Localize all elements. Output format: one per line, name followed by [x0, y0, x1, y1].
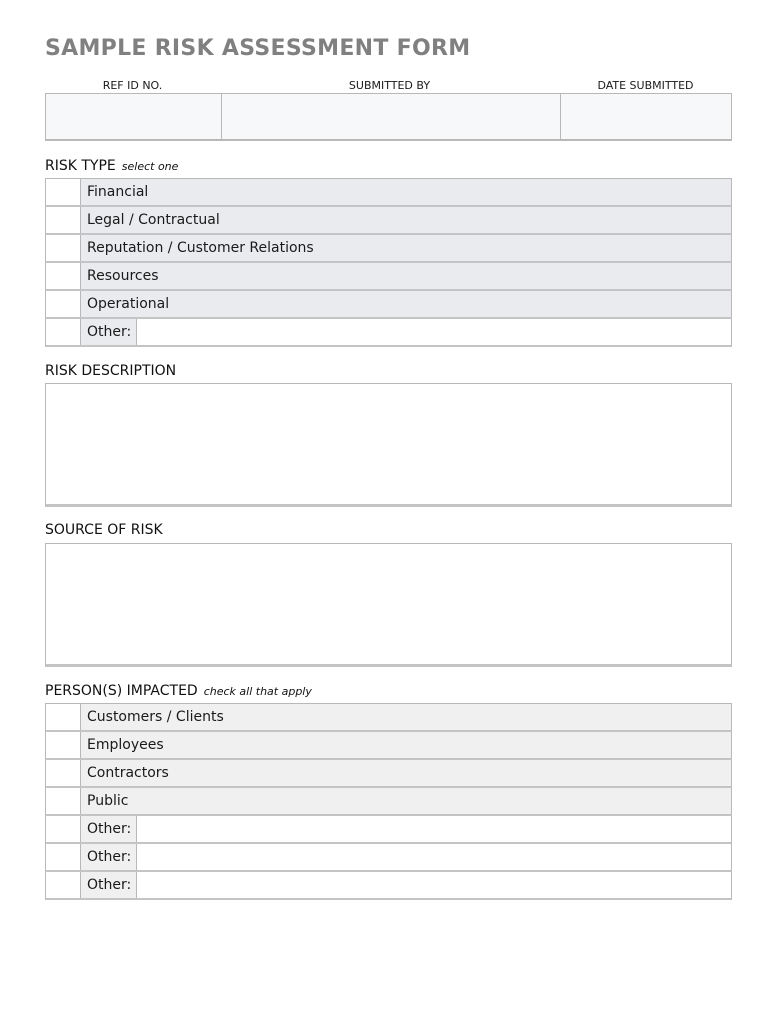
source-of-risk-textarea[interactable] — [45, 543, 732, 667]
risk-type-table — [45, 178, 732, 347]
persons-impacted-other-label: Other: — [81, 844, 137, 870]
risk-type-other-input[interactable] — [137, 319, 731, 345]
risk-type-option-label: Legal / Contractual — [81, 207, 731, 233]
risk-type-other-checkbox[interactable] — [46, 319, 81, 345]
risk-type-option-label: Financial — [81, 179, 731, 205]
persons-impacted-other-checkbox[interactable] — [46, 872, 81, 898]
risk-type-checkbox[interactable] — [46, 291, 81, 317]
persons-impacted-checkbox[interactable] — [46, 732, 81, 758]
persons-impacted-row — [45, 704, 732, 732]
page-title: SAMPLE RISK ASSESSMENT FORM — [45, 36, 471, 61]
persons-impacted-other-input[interactable] — [137, 816, 731, 842]
risk-type-row — [45, 207, 732, 235]
risk-type-other-row — [45, 319, 732, 347]
persons-impacted-other-checkbox[interactable] — [46, 844, 81, 870]
persons-impacted-row — [45, 732, 732, 760]
header-fields — [45, 93, 732, 141]
risk-description-textarea[interactable] — [45, 383, 732, 507]
persons-impacted-other-input[interactable] — [137, 872, 731, 898]
persons-impacted-option-label: Customers / Clients — [81, 704, 731, 730]
persons-impacted-other-input[interactable] — [137, 844, 731, 870]
persons-impacted-other-row — [45, 844, 732, 872]
persons-impacted-hint: check all that apply — [203, 685, 312, 698]
risk-type-checkbox[interactable] — [46, 179, 81, 205]
risk-type-row — [45, 235, 732, 263]
persons-impacted-other-row — [45, 816, 732, 844]
persons-impacted-other-checkbox[interactable] — [46, 816, 81, 842]
risk-type-other-label: Other: — [81, 319, 137, 345]
submitted-by-field[interactable] — [221, 94, 560, 139]
date-submitted-field[interactable] — [560, 94, 731, 139]
persons-impacted-row — [45, 760, 732, 788]
risk-type-option-label: Reputation / Customer Relations — [81, 235, 731, 261]
risk-type-checkbox[interactable] — [46, 263, 81, 289]
risk-type-option-label: Operational — [81, 291, 731, 317]
risk-description-heading — [45, 363, 176, 379]
header-labels — [45, 79, 732, 93]
persons-impacted-option-label: Public — [81, 788, 731, 814]
persons-impacted-option-label: Employees — [81, 732, 731, 758]
persons-impacted-row — [45, 788, 732, 816]
persons-impacted-other-row — [45, 872, 732, 900]
risk-type-row — [45, 179, 732, 207]
persons-impacted-checkbox[interactable] — [46, 704, 81, 730]
source-of-risk-title: SOURCE OF RISK — [45, 522, 163, 538]
persons-impacted-option-label: Contractors — [81, 760, 731, 786]
persons-impacted-other-label: Other: — [81, 816, 137, 842]
persons-impacted-checkbox[interactable] — [46, 788, 81, 814]
persons-impacted-heading — [45, 683, 312, 699]
risk-type-hint: select one — [121, 160, 179, 173]
risk-type-checkbox[interactable] — [46, 235, 81, 261]
risk-type-row — [45, 263, 732, 291]
risk-type-heading — [45, 158, 178, 174]
persons-impacted-table — [45, 703, 732, 900]
risk-description-title: RISK DESCRIPTION — [45, 363, 177, 379]
submitted-by-label: SUBMITTED BY — [348, 79, 431, 92]
persons-impacted-other-label: Other: — [81, 872, 137, 898]
ref-id-label: REF ID NO. — [102, 79, 163, 92]
risk-type-checkbox[interactable] — [46, 207, 81, 233]
persons-impacted-checkbox[interactable] — [46, 760, 81, 786]
ref-id-field[interactable] — [46, 94, 221, 139]
source-of-risk-heading — [45, 522, 163, 538]
date-submitted-label: DATE SUBMITTED — [597, 79, 694, 92]
risk-type-row — [45, 291, 732, 319]
persons-impacted-title: PERSON(S) IMPACTED — [45, 683, 198, 699]
risk-type-title: RISK TYPE — [45, 158, 116, 174]
risk-type-option-label: Resources — [81, 263, 731, 289]
